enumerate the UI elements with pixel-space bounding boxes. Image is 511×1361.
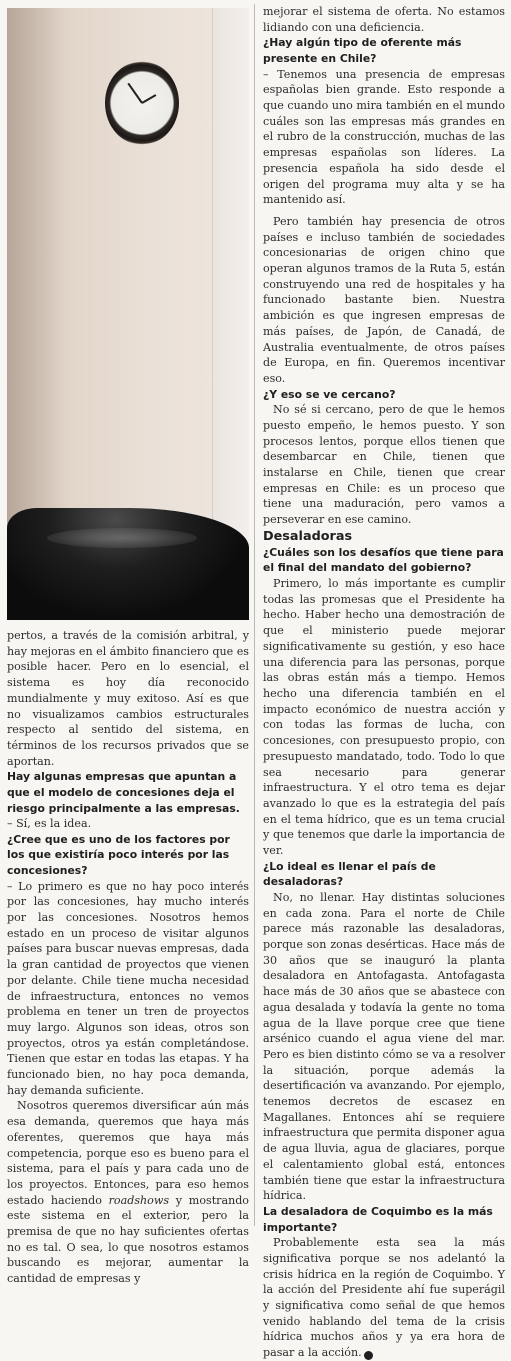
interview-answer: – Tenemos una presencia de empresas españolas bien grande. Esto responde a que cuando uno mira también en el mundo cuáles son las empresas más grandes en el rubro de la construcción, muchas de las empresas españolas son líderes. La presencia española ha sido desde el origen del programa muy alta y se ha mantenido así. xyxy=(263,67,505,207)
interview-question: ¿Cuáles son los desafíos que tiene para el final del mandato del gobierno? xyxy=(263,545,504,575)
italic-term: roadshows xyxy=(108,1193,170,1207)
interview-question: ¿Lo ideal es llenar el país de desaladoras? xyxy=(263,859,436,889)
leather-chair-icon xyxy=(7,508,249,620)
interview-question: La desaladora de Coquimbo es la más importante? xyxy=(263,1204,493,1234)
left-text-column xyxy=(7,628,249,1287)
chair-highlight xyxy=(47,528,197,548)
paragraph: mejorar el sistema de oferta. No estamos lidiando con una deficiencia. xyxy=(263,5,505,34)
interview-question: ¿Y eso se ve cercano? xyxy=(263,387,396,401)
paragraph: pertos, a través de la comisión arbitral, y hay mejoras en el ámbito financiero que es posible hacer. Pero en lo esencial, el sistema es hoy día reconocido mundialmente y muy exitoso. Así es que no visualizamos cambios estructurales respecto al sentido del sistema, en términos de los recursos privados que se aportan. xyxy=(7,629,249,768)
interview-question: ¿Cree que es uno de los factores por los que existiría poco interés por las concesiones? xyxy=(7,832,230,877)
interview-question: ¿Hay algún tipo de oferente más presente en Chile? xyxy=(263,36,462,65)
interview-photo xyxy=(7,8,249,620)
paragraph xyxy=(7,1098,249,1286)
column-divider xyxy=(254,4,255,1226)
clock-hour-hand xyxy=(127,83,142,104)
interview-answer: No, no llenar. Hay distintas soluciones en cada zona. Para el norte de Chile parece más razonable las desaladoras, porque son zonas desérticas. Hace más de 30 años que se inauguró la planta desaladora en Antofagasta. Antofagasta hace más de 30 años que se abastece con agua desalada y todavía la gente no toma agua de la llave porque cree que tiene arsénico cuando el agua viene del mar. Pero es bien distinto cómo se va a resolver la situación, porque además la desertificación va avanzando. Por ejemplo, tenemos decretos de escasez en Magallanes. Entonces ahí se requiere infraestructura que permita disponer agua de agua lluvia, agua de glaciares, porque el calentamiento global está, entonces también tiene que estar la infraestructura hídrica. xyxy=(263,890,505,1203)
paragraph-text: Probablemente esta sea la más significativa porque se nos adelantó la crisis hídrica en la región de Coquimbo. Y la acción del Presidente ahí fue superágil y significativa como señal de que hemos venido hablando del tema de la crisis hídrica muchos años y ya era hora de pasar a la acción. xyxy=(263,1236,505,1360)
clock-minute-hand xyxy=(142,94,157,104)
right-text-column xyxy=(263,4,505,1361)
wall-clock-icon xyxy=(105,61,179,145)
paragraph-text: Nosotros queremos diversificar aún más esa demanda, queremos que haya más oferentes, queremos que haya más competencia, porque eso es bueno para el sistema, para el país y para cada uno de los proyectos. Entonces, para eso hemos estado haciendo xyxy=(7,1099,249,1207)
interview-answer: – Sí, es la idea. xyxy=(7,817,92,831)
paragraph: Pero también hay presencia de otros países e incluso también de sociedades concesionarias de origen chino que operan algunos tramos de la Ruta 5, están construyendo una red de hospitales y ha funcionado bastante bien. Nuestra ambición es que ingresen empresas de más países, de Japón, de Canadá, de Australia eventualmente, de otros países de Europa, en fin. Queremos incentivar eso. xyxy=(263,214,505,385)
interview-answer: – Lo primero es que no hay poco interés por las concesiones, hay mucho interés por las concesiones. Nosotros hemos estado en un proceso de visitar algunos países para buscar nuevas empresas, dada la gran cantidad de proyectos que vienen por delante. Chile tiene mucha necesidad de infraestructura, entonces no vemos problema en tener un tren de proyectos muy largo. Algunos son ideas, otros son proyectos, otros ya están completándose. Tienen que estar en todas las etapas. Y ha funcionado bien, no hay poca demanda, hay demanda suficiente. xyxy=(7,879,249,1097)
interview-answer: No sé si cercano, pero de que le hemos puesto empeño, le hemos puesto. Y son procesos lentos, porque ellos tienen que desembarcar en Chile, tienen que instalarse en Chile, tienen que crear empresas en Chile: es un proceso que tiene una maduración, pero vamos a perseverar en ese camino. xyxy=(263,403,505,527)
interview-answer xyxy=(263,1235,505,1361)
end-of-article-icon: P xyxy=(364,1351,373,1360)
interview-question: Hay algunas empresas que apuntan a que el modelo de concesiones deja el riesgo principalmente a las empresas. xyxy=(7,770,240,815)
paragraph-text: y mostrando este sistema en el exterior, pero la premisa de que no hay suficientes ofertas no es tal. O sea, lo que nosotros estamos buscando es mejorar, aumentar la cantidad de empresas y xyxy=(7,1193,249,1286)
interview-answer: Primero, lo más importante es cumplir todas las promesas que el Presidente ha hecho. Haber hecho una demostración de que el ministerio puede mejorar significativamente su gestión, y eso hace una diferencia para las personas, porque las obras están más a tiempo. Hemos hecho una diferencia también en el impacto económico de nuestra acción y con todas las formas de lucha, con concesiones, con presupuesto propio, con presupuesto mandatado, todo. Todo lo que sea necesario para generar infraestructura. Y el otro tema es dejar avanzado lo que es la estrategia del país en el tema hídrico, que es un tema crucial y que tenemos que darle la importancia de ver. xyxy=(263,577,505,858)
section-heading: Desaladoras xyxy=(263,528,353,544)
